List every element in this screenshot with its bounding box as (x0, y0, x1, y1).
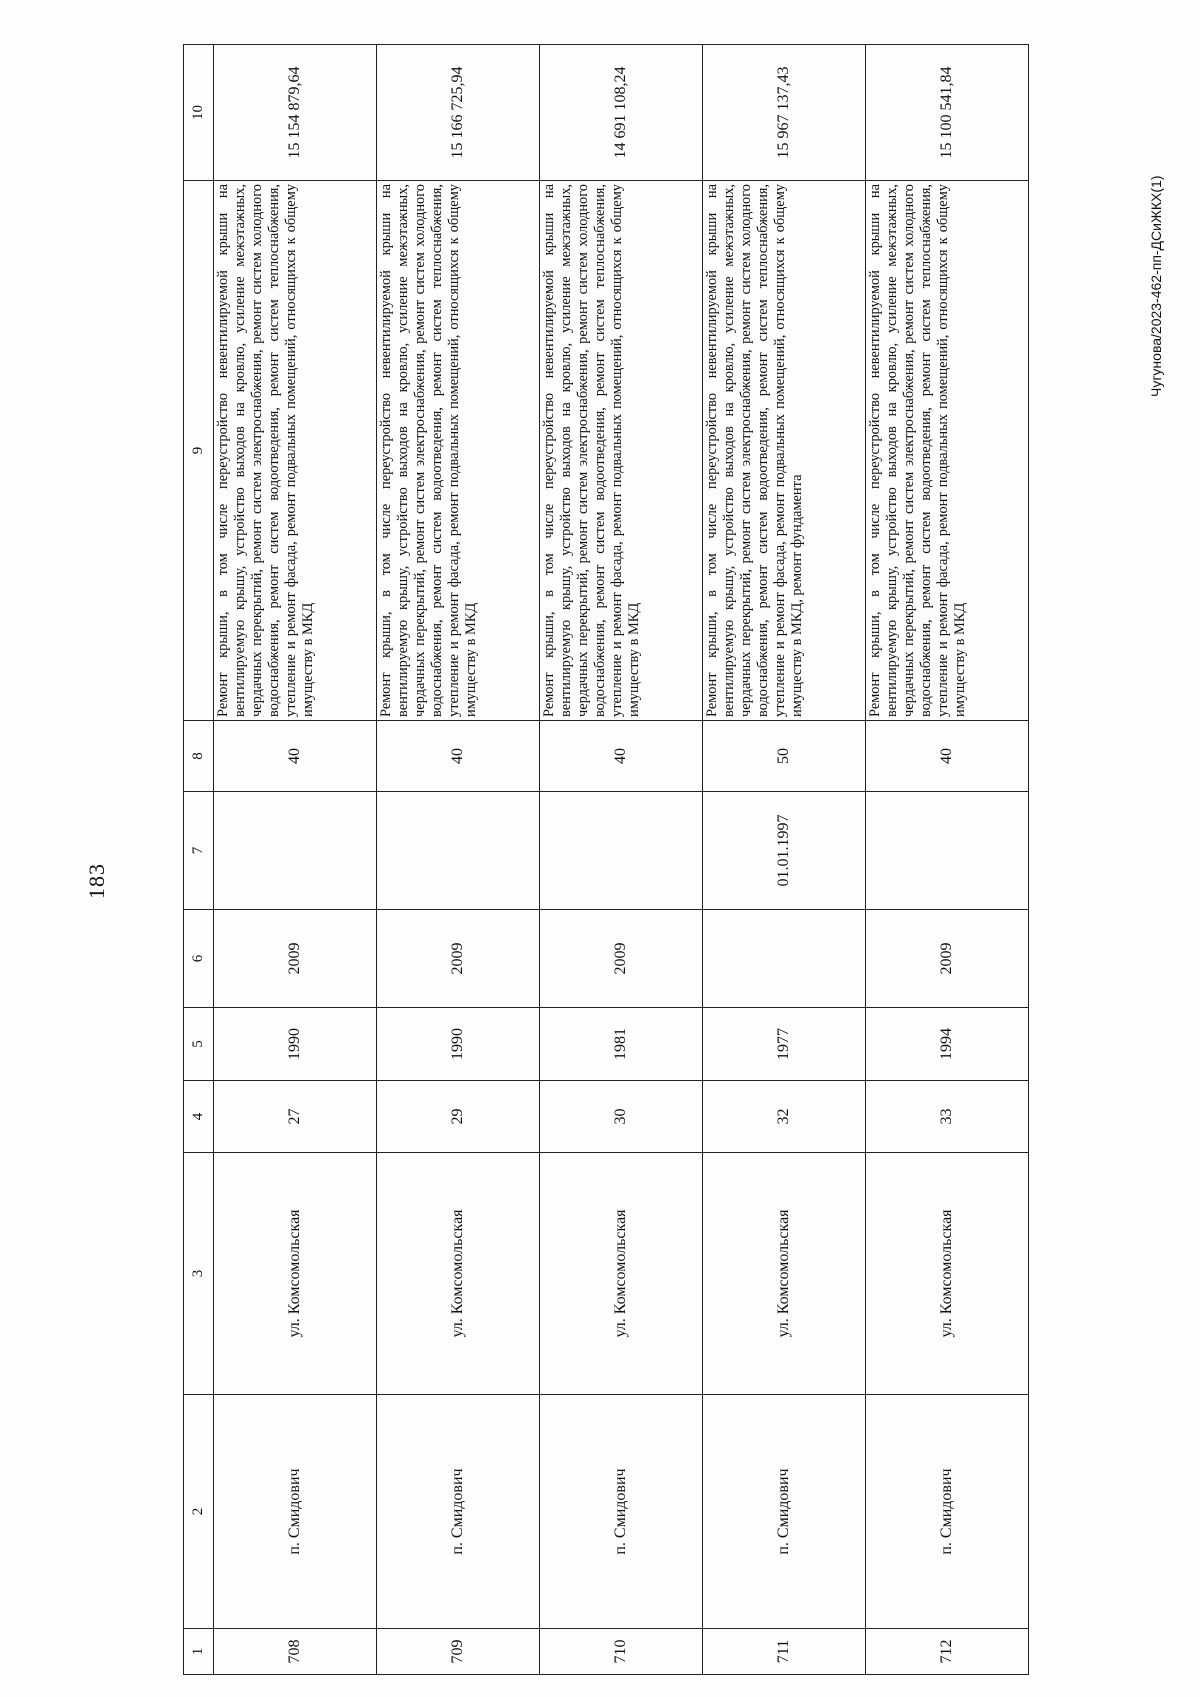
street: ул. Комсомольская (214, 1153, 377, 1395)
date: 01.01.1997 (703, 792, 866, 910)
year-built: 1990 (214, 1008, 377, 1081)
house-number: 32 (703, 1081, 866, 1153)
locality: п. Смидович (377, 1395, 540, 1629)
date (540, 792, 703, 910)
year-last-repair: 2009 (866, 910, 1029, 1008)
column-number-header: 6 (184, 910, 214, 1008)
street: ул. Комсомольская (540, 1153, 703, 1395)
column-number-header: 10 (184, 45, 214, 181)
column-number-header: 1 (184, 1629, 214, 1675)
house-number: 27 (214, 1081, 377, 1153)
locality: п. Смидович (540, 1395, 703, 1629)
service-life: 40 (214, 721, 377, 792)
date (214, 792, 377, 910)
street: ул. Комсомольская (377, 1153, 540, 1395)
column-number-header: 9 (184, 181, 214, 721)
year-built: 1981 (540, 1008, 703, 1081)
year-last-repair (703, 910, 866, 1008)
date (866, 792, 1029, 910)
house-number: 29 (377, 1081, 540, 1153)
document-code: Чугунова/2023-462-пп-ДСиЖКХ(1) (1148, 175, 1164, 397)
locality: п. Смидович (866, 1395, 1029, 1629)
year-last-repair: 2009 (540, 910, 703, 1008)
column-number-header: 8 (184, 721, 214, 792)
house-number: 33 (866, 1081, 1029, 1153)
cost: 14 691 108,24 (540, 45, 703, 181)
service-life: 40 (377, 721, 540, 792)
row-number: 712 (866, 1629, 1029, 1675)
service-life: 50 (703, 721, 866, 792)
register-table (183, 44, 1029, 1675)
date (377, 792, 540, 910)
year-last-repair: 2009 (214, 910, 377, 1008)
column-number-header: 3 (184, 1153, 214, 1395)
year-built: 1994 (866, 1008, 1029, 1081)
column-number-header: 5 (184, 1008, 214, 1081)
table-row (540, 45, 703, 1675)
row-number: 708 (214, 1629, 377, 1675)
table-row (866, 45, 1029, 1675)
locality: п. Смидович (703, 1395, 866, 1629)
page-number: 183 (84, 863, 109, 899)
works-description: Ремонт крыши, в том числе переустройство невентилируемой крыши на вентилируемую крышу, устройство выходов на кровлю, усиление межэтажных, чердачных перекрытий, ремонт систем электроснабжения, ремонт систем холодного водоснабжения, ремонт систем водоотведения, ремонт систем теплоснабжения, утепление и ремонт фасада, ремонт подвальных помещений, относящихся к общему имуществу в МКД (377, 181, 540, 721)
works-description: Ремонт крыши, в том числе переустройство невентилируемой крыши на вентилируемую крышу, устройство выходов на кровлю, усиление межэтажных, чердачных перекрытий, ремонт систем электроснабжения, ремонт систем холодного водоснабжения, ремонт систем водоотведения, ремонт систем теплоснабжения, утепление и ремонт фасада, ремонт подвальных помещений, относящихся к общему имуществу в МКД (214, 181, 377, 721)
table-row (377, 45, 540, 1675)
row-number: 711 (703, 1629, 866, 1675)
year-built: 1977 (703, 1008, 866, 1081)
street: ул. Комсомольская (703, 1153, 866, 1395)
header-row (184, 45, 214, 1675)
row-number: 709 (377, 1629, 540, 1675)
column-number-header: 4 (184, 1081, 214, 1153)
column-number-header: 2 (184, 1395, 214, 1629)
year-built: 1990 (377, 1008, 540, 1081)
service-life: 40 (540, 721, 703, 792)
cost: 15 154 879,64 (214, 45, 377, 181)
street: ул. Комсомольская (866, 1153, 1029, 1395)
works-description: Ремонт крыши, в том числе переустройство невентилируемой крыши на вентилируемую крышу, устройство выходов на кровлю, усиление межэтажных, чердачных перекрытий, ремонт систем электроснабжения, ремонт систем холодного водоснабжения, ремонт систем водоотведения, ремонт систем теплоснабжения, утепление и ремонт фасада, ремонт подвальных помещений, относящихся к общему имуществу в МКД (540, 181, 703, 721)
year-last-repair: 2009 (377, 910, 540, 1008)
table-row (214, 45, 377, 1675)
table-row (703, 45, 866, 1675)
row-number: 710 (540, 1629, 703, 1675)
cost: 15 967 137,43 (703, 45, 866, 181)
locality: п. Смидович (214, 1395, 377, 1629)
house-number: 30 (540, 1081, 703, 1153)
cost: 15 100 541,84 (866, 45, 1029, 181)
cost: 15 166 725,94 (377, 45, 540, 181)
service-life: 40 (866, 721, 1029, 792)
works-description: Ремонт крыши, в том числе переустройство невентилируемой крыши на вентилируемую крышу, устройство выходов на кровлю, усиление межэтажных, чердачных перекрытий, ремонт систем электроснабжения, ремонт систем холодного водоснабжения, ремонт систем водоотведения, ремонт систем теплоснабжения, утепление и ремонт фасада, ремонт подвальных помещений, относящихся к общему имуществу в МКД, ремонт фундамента (703, 181, 866, 721)
column-number-header: 7 (184, 792, 214, 910)
works-description: Ремонт крыши, в том числе переустройство невентилируемой крыши на вентилируемую крышу, устройство выходов на кровлю, усиление межэтажных, чердачных перекрытий, ремонт систем электроснабжения, ремонт систем холодного водоснабжения, ремонт систем водоотведения, ремонт систем теплоснабжения, утепление и ремонт фасада, ремонт подвальных помещений, относящихся к общему имуществу в МКД (866, 181, 1029, 721)
